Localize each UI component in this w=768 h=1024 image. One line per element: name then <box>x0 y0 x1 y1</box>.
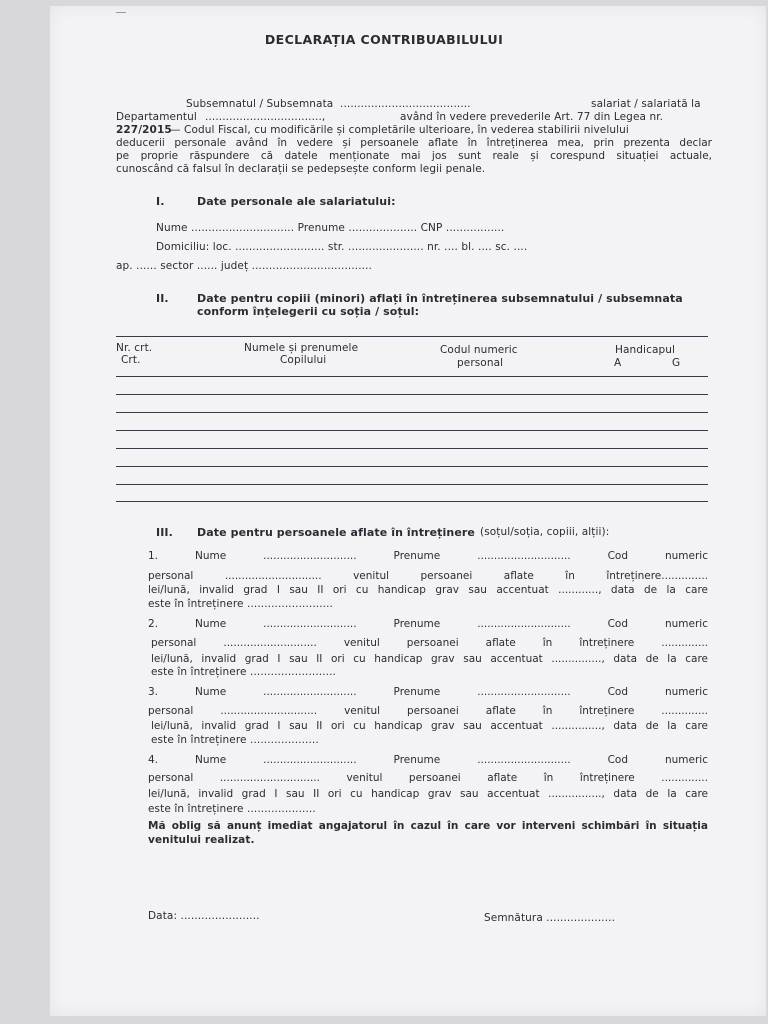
intro-department-blank: .................................., <box>205 111 326 123</box>
col-header-name-line1: Numele și prenumele <box>244 342 359 354</box>
intro-law-number: 227/2015 <box>116 124 172 136</box>
intro-name-blank: ...................................... <box>340 98 471 110</box>
section1-address-row: Domiciliu: loc. .......................... str. ...................... nr. .... bl. .... sc. .... <box>156 241 528 253</box>
person2-line4: este în întreținere ......................... <box>151 666 336 678</box>
person4-line3: lei/lună, invalid grad I sau II ori cu handicap grav sau accentuat ................, data de la care <box>148 788 708 800</box>
col-header-handicap-a: A <box>614 357 622 369</box>
col-header-cod-line2: personal <box>457 357 504 369</box>
person2-line3: lei/lună, invalid grad I sau II ori cu handicap grav sau accentuat ..............., data de la care <box>151 653 708 665</box>
person1-line3: lei/lună, invalid grad I sau II ori cu handicap grav sau accentuat ............, data de la care <box>148 584 708 596</box>
col-header-handicap: Handicapul <box>615 344 676 356</box>
table-row-rule <box>116 412 708 413</box>
col-header-handicap-g: G <box>672 357 681 369</box>
section2-title-line1: Date pentru copiii (minori) aflați în întreținerea subsemnatului / subsemnata <box>197 292 683 305</box>
table-row-rule <box>116 484 708 485</box>
person4-line4: este în întreținere .................... <box>148 803 316 815</box>
intro-salariat: salariat / salariată la <box>591 98 701 110</box>
table-row-rule <box>116 448 708 449</box>
section1-name-row: Nume .............................. Prenume .................... CNP ................. <box>156 222 505 234</box>
intro-subsemnatul: Subsemnatul / Subsemnata <box>186 98 334 110</box>
section1-number: I. <box>156 195 165 208</box>
section3-number: III. <box>156 526 173 539</box>
intro-line6: cunoscând că falsul în declarații se pedepsește conform legii penale. <box>116 163 486 175</box>
section2-number: II. <box>156 292 169 305</box>
intro-line3: — Codul Fiscal, cu modificările și completările ulterioare, în vederea stabilirii nivelului <box>170 124 629 136</box>
table-row-rule <box>116 394 708 395</box>
table-row-rule <box>116 430 708 431</box>
document-title: DECLARAȚIA CONTRIBUABILULUI <box>264 32 504 47</box>
intro-legal-basis: având în vedere prevederile Art. 77 din Legea nr. <box>400 111 664 123</box>
table-top-rule <box>116 336 708 337</box>
col-header-cod-line1: Codul numeric <box>440 344 518 356</box>
person4-line2: personal .............................. venitul persoanei aflate în întreținere .............. <box>148 772 708 784</box>
person2-line2: personal ............................ venitul persoanei aflate în întreținere .............. <box>151 637 708 649</box>
person1-line1: 1. Nume ............................ Prenume ............................ Cod numeric <box>148 550 708 562</box>
section1-title: Date personale ale salariatului: <box>197 195 396 208</box>
col-header-nr-line2: Crt. <box>121 354 141 366</box>
person3-line4: este în întreținere .................... <box>151 734 319 746</box>
table-row-rule <box>116 376 708 377</box>
person1-line2: personal ............................. venitul persoanei aflate în întreținere.............. <box>148 570 708 582</box>
signature-field: Semnătura .................... <box>484 912 616 924</box>
person3-line2: personal ............................. venitul persoanei aflate în întreținere .............. <box>148 705 708 717</box>
section1-sector-row: ap. ...... sector ...... județ ................................... <box>116 260 372 272</box>
intro-line4: deducerii personale având în vedere și persoanele aflate în întreținerea mea, prin prezenta declar <box>116 137 712 149</box>
closing-statement-line1: Mă oblig să anunț imediat angajatorul în cazul în care vor interveni schimbări în situația <box>148 820 708 832</box>
col-header-name-line2: Copilului <box>280 354 327 366</box>
table-row-rule <box>116 466 708 467</box>
col-header-nr-line1: Nr. crt. <box>116 342 153 354</box>
table-row-rule <box>116 501 708 502</box>
person3-line3: lei/lună, invalid grad I sau II ori cu handicap grav sau accentuat ..............., data de la care <box>151 720 708 732</box>
person3-line1: 3. Nume ............................ Prenume ............................ Cod numeric <box>148 686 708 698</box>
person4-line1: 4. Nume ............................ Prenume ............................ Cod numeric <box>148 754 708 766</box>
crop-mark <box>116 12 126 13</box>
person2-line1: 2. Nume ............................ Prenume ............................ Cod numeric <box>148 618 708 630</box>
person1-line4: este în întreținere ......................... <box>148 598 333 610</box>
date-field: Data: ....................... <box>148 910 260 922</box>
section3-title: Date pentru persoanele aflate în întreținere <box>197 526 475 539</box>
section3-title-note: (soțul/soția, copiii, alții): <box>480 526 610 538</box>
intro-departamentul: Departamentul <box>116 111 197 123</box>
section2-title-line2: conform înțelegerii cu soția / soțul: <box>197 305 420 318</box>
intro-line5: pe proprie răspundere că datele menționate mai jos sunt reale și corespund situației actuale, <box>116 150 712 162</box>
closing-statement-line2: venitului realizat. <box>148 834 255 846</box>
